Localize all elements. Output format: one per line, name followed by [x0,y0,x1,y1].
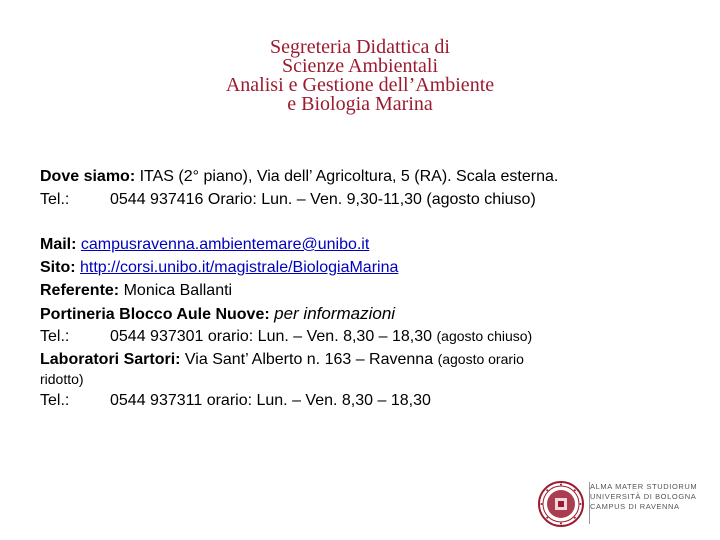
mail-link[interactable]: campusravenna.ambientemare@unibo.it [80,236,370,253]
portineria-line [40,302,680,325]
logo-line-2: UNIVERSITÀ DI BOLOGNA [590,492,697,501]
contact-info [40,165,680,412]
site-line [40,256,680,279]
logo-line-1: ALMA MATER STUDIORUM [590,482,698,491]
mail-label: Mail: [40,236,77,253]
title-line-2: Scienze Ambientali [281,55,439,77]
site-label: Sito: [40,259,76,276]
tel-label: Tel.: [40,392,70,409]
tel-office-text: 0544 937416 Orario: Lun. – Ven. 9,30-11,30 (agosto chiuso) [110,191,536,208]
logo-text [590,482,698,512]
title-line-1: Segreteria Didattica di [270,36,450,58]
portineria-label: Portineria Blocco Aule Nuove: [40,306,270,323]
site-link[interactable]: http://corsi.unibo.it/magistrale/BiologiaMarina [80,259,399,276]
tel-label: Tel.: [40,191,70,208]
labs-note: (agosto orario [437,351,524,367]
address-text: ITAS (2° piano), Via dell’ Agricoltura, 5 (RA). Scala esterna. [139,168,559,185]
tel-labs-text: 0544 937311 orario: Lun. – Ven. 8,30 – 18,30 [110,392,431,409]
labs-note-continued: ridotto) [40,371,84,387]
title-line-3: Analisi e Gestione dell’Ambiente [225,74,495,96]
referent-name: Monica Ballanti [123,282,233,299]
referent-label: Referente: [40,282,120,299]
address-line [40,165,680,188]
labs-line [40,348,680,371]
tel-portineria-line [40,325,680,348]
logo-line-3: CAMPUS DI RAVENNA [590,502,680,511]
tel-labs-line [40,389,680,412]
tel-portineria-text: 0544 937301 orario: Lun. – Ven. 8,30 – 18,30 [110,328,433,345]
page-title [160,38,560,114]
title-line-4: e Biologia Marina [287,93,433,115]
labs-label: Laboratori Sartori: [40,351,181,368]
mail-line [40,233,680,256]
university-logo [538,478,698,530]
tel-office-line [40,188,680,211]
referent-line [40,279,680,302]
address-label: Dove siamo: [40,168,136,185]
tel-label: Tel.: [40,328,70,345]
portineria-value: per informazioni [274,304,396,323]
labs-text: Via Sant’ Alberto n. 163 – Ravenna [184,351,434,368]
university-seal-icon [538,481,584,527]
tel-portineria-note: (agosto chiuso) [436,328,533,344]
